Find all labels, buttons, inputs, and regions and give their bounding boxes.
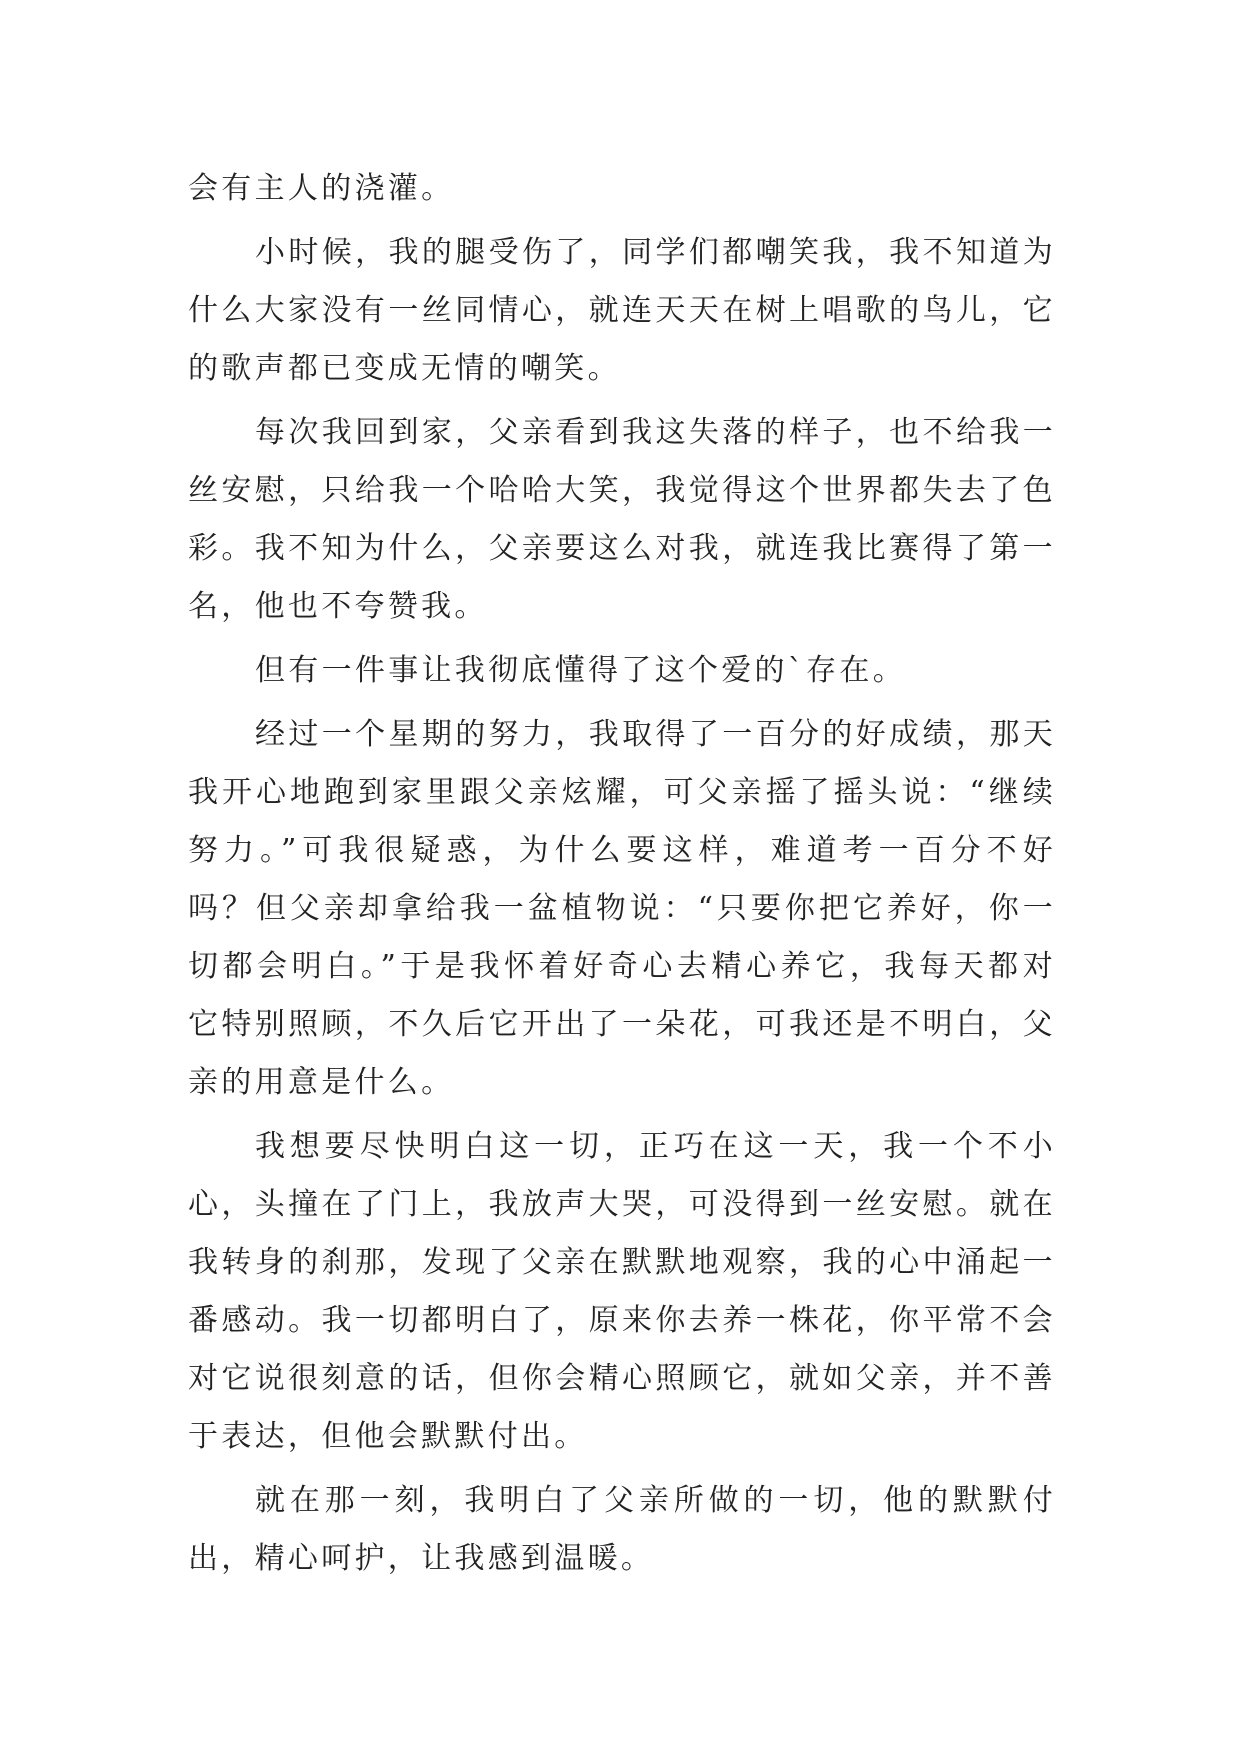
- paragraph: 每次我回到家，父亲看到我这失落的样子，也不给我一丝安慰，只给我一个哈哈大笑，我觉得这个世界都失去了色彩。我不知为什么，父亲要这么对我，就连我比赛得了第一名，他也不夸赞我。: [188, 415, 1056, 624]
- paragraph: 经过一个星期的努力，我取得了一百分的好成绩，那天我开心地跑到家里跟父亲炫耀，可父亲摇了摇头说：“继续努力。”可我很疑惑，为什么要这样，难道考一百分不好吗？但父亲却拿给我一盆植物说：“只要你把它养好，你一切都会明白。”于是我怀着好奇心去精心养它，我每天都对它特别照顾，不久后它开出了一朵花，可我还是不明白，父亲的用意是什么。: [188, 717, 1056, 1100]
- paragraph: 但有一件事让我彻底懂得了这个爱的`存在。: [255, 653, 906, 688]
- essay-body: [188, 160, 1056, 1594]
- paragraph: 会有主人的浇灌。: [188, 171, 455, 206]
- paragraph: 我想要尽快明白这一切，正巧在这一天，我一个不小心，头撞在了门上，我放声大哭，可没得到一丝安慰。就在我转身的刹那，发现了父亲在默默地观察，我的心中涌起一番感动。我一切都明白了，原来你去养一株花，你平常不会对它说很刻意的话，但你会精心照顾它，就如父亲，并不善于表达，但他会默默付出。: [188, 1129, 1056, 1454]
- paragraph: 小时候，我的腿受伤了，同学们都嘲笑我，我不知道为什么大家没有一丝同情心，就连天天在树上唱歌的鸟儿，它的歌声都已变成无情的嘲笑。: [188, 235, 1056, 386]
- paragraph: 就在那一刻，我明白了父亲所做的一切，他的默默付出，精心呵护，让我感到温暖。: [188, 1483, 1056, 1576]
